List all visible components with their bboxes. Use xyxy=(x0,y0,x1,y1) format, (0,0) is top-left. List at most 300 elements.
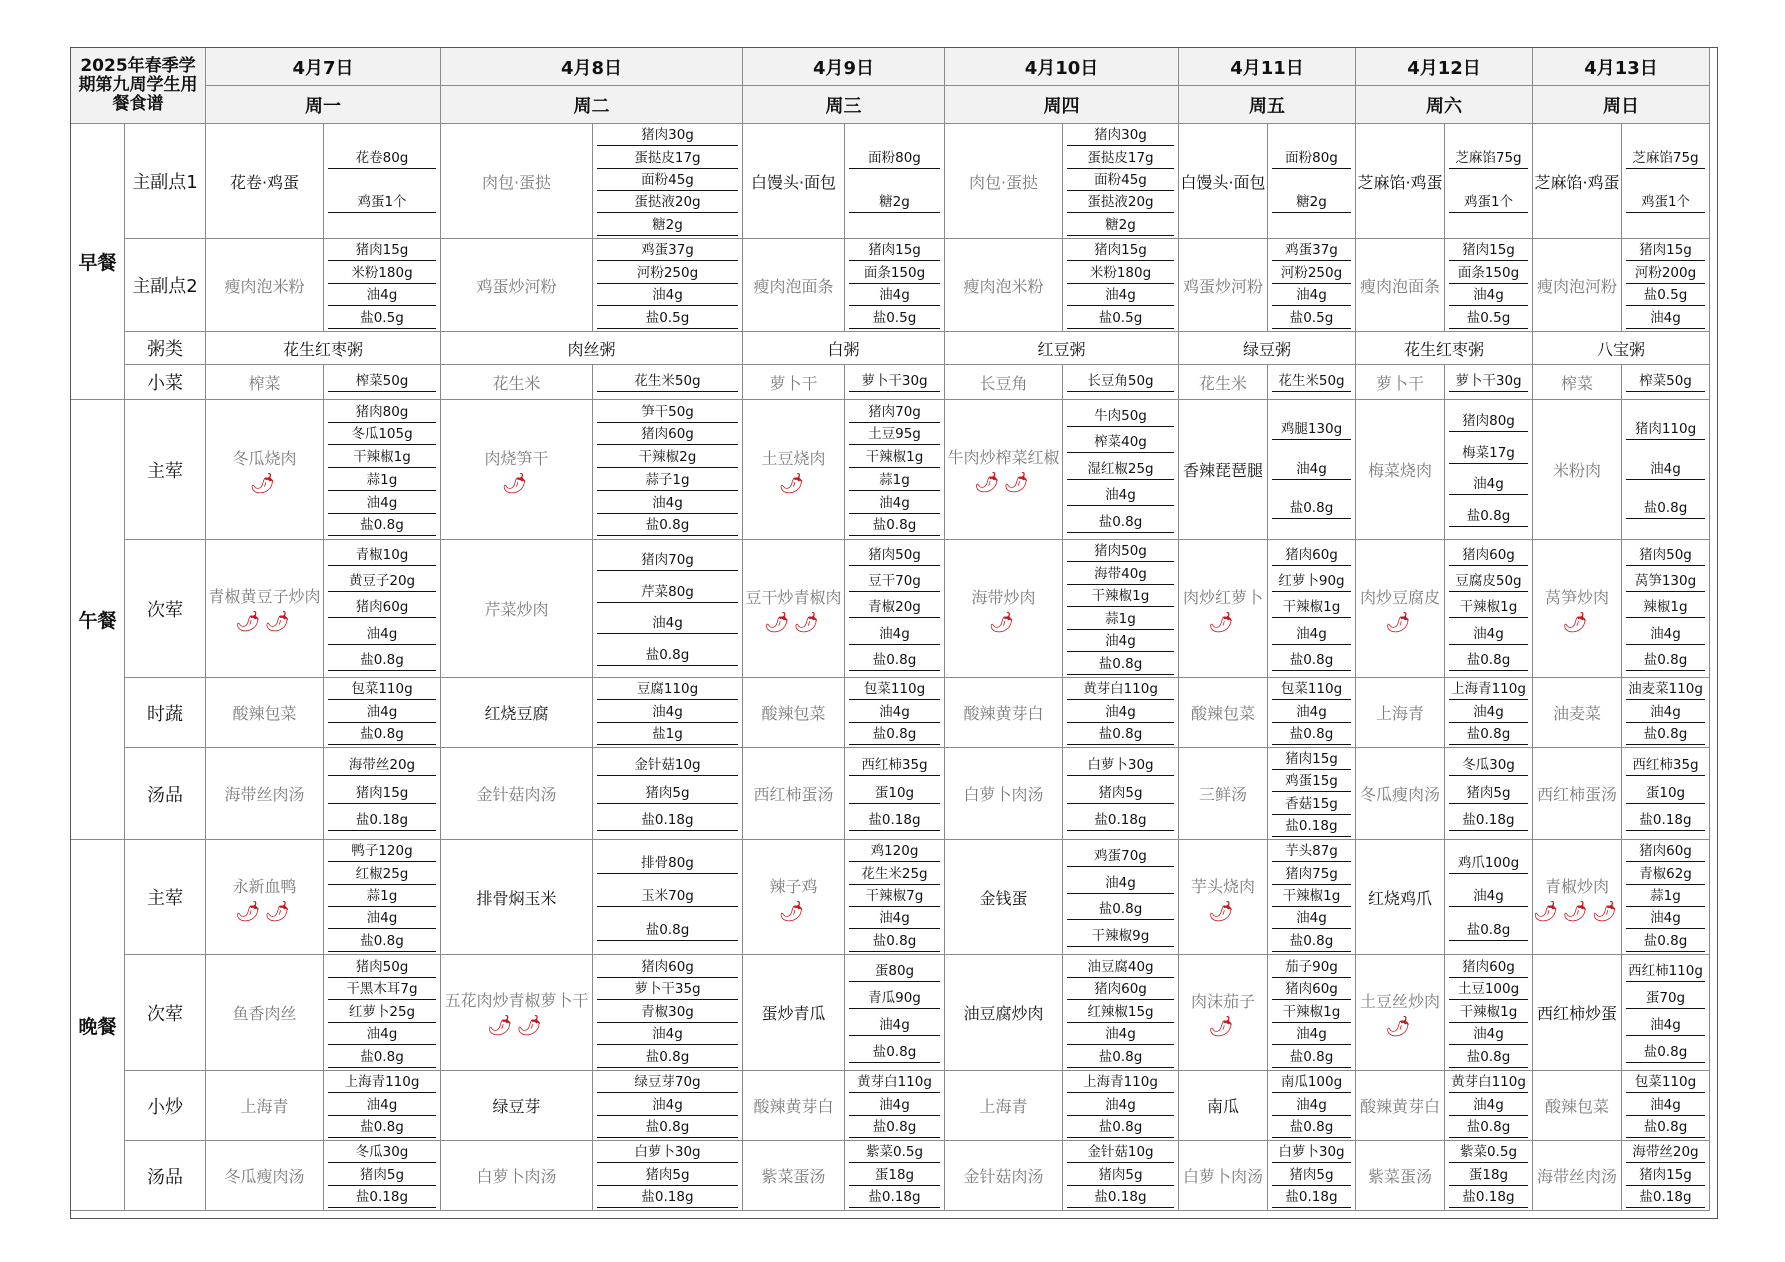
ingredient-amount: 盐0.8g xyxy=(1067,513,1174,533)
ingredient-amount: 盐0.18g xyxy=(328,1188,436,1208)
ingredient-amount: 盐0.8g xyxy=(1626,1043,1705,1063)
ingredient-list xyxy=(1622,955,1710,1071)
ingredient-amount: 辣椒1g xyxy=(1626,598,1705,618)
ingredient-amount: 豆干70g xyxy=(849,572,940,592)
ingredient-amount: 盐0.8g xyxy=(1626,651,1705,671)
chili-pepper-icon: 🌶 xyxy=(1208,610,1238,634)
ingredient-amount: 油4g xyxy=(849,703,940,723)
dish-cell xyxy=(1533,365,1622,400)
category-label: 汤品 xyxy=(125,1141,206,1211)
ingredient-amount: 盐0.8g xyxy=(1067,1118,1174,1138)
ingredient-amount: 包菜110g xyxy=(328,680,436,700)
ingredient-amount: 盐0.8g xyxy=(1626,1118,1705,1138)
ingredient-list xyxy=(1622,1141,1710,1211)
dish-name: 瘦肉泡米粉 xyxy=(224,276,305,296)
ingredient-list xyxy=(1063,1141,1179,1211)
ingredient-amount: 油4g xyxy=(1449,887,1528,907)
dish-name: 酸辣包菜 xyxy=(1544,1097,1609,1116)
ingredient-amount: 猪肉50g xyxy=(849,546,940,566)
day-weekday: 周二 xyxy=(441,86,743,124)
ingredient-list xyxy=(1063,955,1179,1071)
ingredient-amount: 油4g xyxy=(1067,874,1174,894)
ingredient-amount: 油4g xyxy=(1449,286,1528,306)
dish-cell xyxy=(945,400,1063,540)
ingredient-amount: 蛋18g xyxy=(849,1166,940,1186)
day-weekday: 周四 xyxy=(945,86,1179,124)
ingredient-amount: 盐0.8g xyxy=(1626,499,1705,519)
ingredient-list xyxy=(1063,1071,1179,1141)
ingredient-amount: 芝麻馅75g xyxy=(1626,149,1705,169)
meal-label: 晚餐 xyxy=(71,840,125,1211)
ingredient-amount: 米粉180g xyxy=(1067,264,1174,284)
category-label: 汤品 xyxy=(125,748,206,840)
ingredient-amount: 盐0.8g xyxy=(1272,651,1351,671)
ingredient-amount: 盐0.8g xyxy=(1449,507,1528,527)
ingredient-list xyxy=(1622,678,1710,748)
dish-cell xyxy=(945,955,1063,1071)
dish-name: 瘦肉泡米粉 xyxy=(963,276,1044,296)
dish-cell xyxy=(1356,955,1445,1071)
dish-name: 瘦肉泡河粉 xyxy=(1536,276,1617,296)
dish-cell xyxy=(206,540,324,678)
ingredient-amount: 包菜110g xyxy=(849,680,940,700)
ingredient-amount: 绿豆芽70g xyxy=(597,1073,738,1093)
ingredient-amount: 干辣椒9g xyxy=(1067,927,1174,947)
ingredient-amount: 青瓜90g xyxy=(849,989,940,1009)
ingredient-list xyxy=(593,239,743,332)
ingredient-amount: 猪肉15g xyxy=(1626,1166,1705,1186)
ingredient-list xyxy=(324,400,441,540)
ingredient-amount: 盐0.8g xyxy=(328,1048,436,1068)
ingredient-list xyxy=(1622,124,1710,239)
ingredient-amount: 盐0.18g xyxy=(1626,811,1705,831)
dish-cell xyxy=(743,955,845,1071)
ingredient-amount: 猪肉50g xyxy=(328,958,436,978)
ingredient-amount: 干辣椒1g xyxy=(849,448,940,468)
ingredient-list xyxy=(324,365,441,400)
dish-name: 蛋炒青瓜 xyxy=(761,1004,826,1023)
chili-pepper-icon: 🌶 xyxy=(1385,1014,1415,1038)
dish-name: 香辣琵琶腿 xyxy=(1182,461,1263,480)
ingredient-amount: 猪肉15g xyxy=(1272,750,1351,770)
ingredient-amount: 盐0.8g xyxy=(849,516,940,536)
chili-pepper-icon: 🌶🌶 xyxy=(764,610,823,634)
ingredient-amount: 盐0.8g xyxy=(328,725,436,745)
dish-cell xyxy=(1179,400,1268,540)
ingredient-amount: 盐0.18g xyxy=(849,1188,940,1208)
dish-cell xyxy=(1179,1071,1268,1141)
ingredient-amount: 油4g xyxy=(1626,703,1705,723)
dish-cell xyxy=(206,955,324,1071)
ingredient-amount: 盐0.18g xyxy=(849,811,940,831)
ingredient-amount: 面条150g xyxy=(849,264,940,284)
dish-name: 榨菜 xyxy=(248,373,281,393)
ingredient-amount: 豆腐皮50g xyxy=(1449,572,1528,592)
ingredient-amount: 猪肉5g xyxy=(597,784,738,804)
dish-cell xyxy=(1533,540,1622,678)
ingredient-amount: 猪肉15g xyxy=(328,241,436,261)
ingredient-amount: 长豆角50g xyxy=(1067,372,1174,392)
ingredient-amount: 白萝卜30g xyxy=(1067,756,1174,776)
ingredient-amount: 盐0.8g xyxy=(1626,725,1705,745)
ingredient-list xyxy=(1268,678,1356,748)
ingredient-amount: 猪肉75g xyxy=(1272,865,1351,885)
ingredient-amount: 蒜1g xyxy=(328,471,436,491)
ingredient-amount: 油4g xyxy=(1449,703,1528,723)
chili-pepper-icon: 🌶 xyxy=(988,610,1019,634)
dish-name: 冬瓜瘦肉汤 xyxy=(224,1167,305,1186)
category-label: 主荤 xyxy=(125,400,206,540)
dish-name: 肉包·蛋挞 xyxy=(481,172,552,192)
ingredient-amount: 花生米50g xyxy=(1272,372,1351,392)
ingredient-amount: 油4g xyxy=(597,1096,738,1116)
ingredient-amount: 油4g xyxy=(597,1025,738,1045)
dish-name: 酸辣包菜 xyxy=(232,704,297,723)
ingredient-amount: 盐0.18g xyxy=(1067,811,1174,831)
ingredient-list xyxy=(324,678,441,748)
dish-name: 紫菜蛋汤 xyxy=(1367,1167,1432,1186)
ingredient-list xyxy=(324,124,441,239)
ingredient-amount: 猪肉5g xyxy=(597,1166,738,1186)
ingredient-amount: 南瓜100g xyxy=(1272,1073,1351,1093)
ingredient-list xyxy=(1445,239,1533,332)
dish-cell xyxy=(441,124,593,239)
ingredient-amount: 油4g xyxy=(1272,1096,1351,1116)
ingredient-amount: 干辣椒1g xyxy=(1272,598,1351,618)
chili-pepper-icon: 🌶🌶🌶 xyxy=(1533,898,1622,923)
day-weekday: 周五 xyxy=(1179,86,1356,124)
ingredient-amount: 金针菇10g xyxy=(597,756,738,776)
dish-cell xyxy=(206,239,324,332)
ingredient-list xyxy=(593,678,743,748)
dish-cell xyxy=(206,840,324,955)
ingredient-amount: 猪肉5g xyxy=(328,1166,436,1186)
ingredient-list xyxy=(593,124,743,239)
dish-cell xyxy=(945,748,1063,840)
day-date: 4月13日 xyxy=(1533,48,1710,86)
dish-cell xyxy=(441,400,593,540)
ingredient-amount: 油4g xyxy=(1626,309,1705,329)
dish-cell xyxy=(1533,748,1622,840)
ingredient-list xyxy=(1063,748,1179,840)
ingredient-list xyxy=(1268,365,1356,400)
dish-name: 金钱蛋 xyxy=(979,888,1028,908)
dish-name: 上海青 xyxy=(1375,704,1424,723)
ingredient-amount: 上海青110g xyxy=(328,1073,436,1093)
dish-name: 五花肉炒青椒萝卜干 xyxy=(444,990,589,1010)
ingredient-amount: 红萝卜25g xyxy=(328,1003,436,1023)
ingredient-amount: 油4g xyxy=(1067,1096,1174,1116)
ingredient-list xyxy=(324,1071,441,1141)
ingredient-amount: 盐1g xyxy=(597,725,738,745)
day-date: 4月11日 xyxy=(1179,48,1356,86)
dish-cell xyxy=(441,840,593,955)
ingredient-amount: 盐0.18g xyxy=(1067,1188,1174,1208)
ingredient-amount: 蒜子1g xyxy=(597,471,738,491)
ingredient-amount: 面粉45g xyxy=(597,171,738,191)
ingredient-amount: 鸡120g xyxy=(849,842,940,862)
ingredient-amount: 盐0.8g xyxy=(328,1118,436,1138)
ingredient-amount: 盐0.8g xyxy=(597,516,738,536)
ingredient-amount: 冬瓜105g xyxy=(328,425,436,445)
ingredient-amount: 红萝卜90g xyxy=(1272,572,1351,592)
day-weekday: 周六 xyxy=(1356,86,1533,124)
category-label: 粥类 xyxy=(125,332,206,365)
ingredient-list xyxy=(1063,239,1179,332)
ingredient-amount: 猪肉5g xyxy=(1272,1166,1351,1186)
ingredient-amount: 糖2g xyxy=(597,216,738,236)
day-weekday: 周日 xyxy=(1533,86,1710,124)
ingredient-amount: 黄芽白110g xyxy=(1067,680,1174,700)
ingredient-amount: 红辣椒15g xyxy=(1067,1003,1174,1023)
ingredient-list xyxy=(324,239,441,332)
ingredient-list xyxy=(593,365,743,400)
ingredient-amount: 干辣椒1g xyxy=(328,448,436,468)
ingredient-list xyxy=(593,400,743,540)
ingredient-amount: 盐0.5g xyxy=(1067,309,1174,329)
dish-name: 西红柿蛋汤 xyxy=(753,785,834,804)
dish-name: 金针菇肉汤 xyxy=(963,1167,1044,1186)
ingredient-amount: 猪肉60g xyxy=(1449,546,1528,566)
ingredient-amount: 萝卜干35g xyxy=(597,980,738,1000)
dish-name: 土豆丝炒肉 xyxy=(1359,992,1440,1011)
dish-cell xyxy=(1179,124,1268,239)
ingredient-list xyxy=(593,1071,743,1141)
ingredient-amount: 油4g xyxy=(328,909,436,929)
ingredient-amount: 干辣椒1g xyxy=(1272,887,1351,907)
ingredient-amount: 盐0.8g xyxy=(597,1048,738,1068)
dish-name: 梅菜烧肉 xyxy=(1367,461,1432,480)
dish-name: 白馒头·面包 xyxy=(750,172,837,192)
ingredient-amount: 盐0.18g xyxy=(1449,811,1528,831)
ingredient-list xyxy=(845,540,945,678)
dish-cell xyxy=(1356,540,1445,678)
ingredient-amount: 油4g xyxy=(1272,909,1351,929)
chili-pepper-icon: 🌶🌶 xyxy=(487,1012,546,1037)
ingredient-amount: 猪肉30g xyxy=(1067,126,1174,146)
ingredient-amount: 猪肉50g xyxy=(1067,542,1174,562)
ingredient-amount: 盐0.18g xyxy=(1449,1188,1528,1208)
ingredient-list xyxy=(1445,540,1533,678)
ingredient-amount: 盐0.8g xyxy=(849,1118,940,1138)
ingredient-amount: 紫菜0.5g xyxy=(849,1143,940,1163)
ingredient-amount: 蛋70g xyxy=(1626,989,1705,1009)
dish-name: 土豆烧肉 xyxy=(761,449,826,468)
chili-pepper-icon: 🌶 xyxy=(1208,898,1238,923)
ingredient-amount: 盐0.18g xyxy=(1272,1188,1351,1208)
ingredient-list xyxy=(1063,540,1179,678)
chili-pepper-icon: 🌶 xyxy=(1562,610,1592,634)
ingredient-list xyxy=(1268,540,1356,678)
ingredient-amount: 芹菜80g xyxy=(597,583,738,603)
ingredient-list xyxy=(1622,400,1710,540)
ingredient-amount: 油4g xyxy=(1449,625,1528,645)
ingredient-amount: 干辣椒1g xyxy=(1449,1003,1528,1023)
ingredient-list xyxy=(324,1141,441,1211)
ingredient-amount: 油4g xyxy=(1272,625,1351,645)
meal-label: 早餐 xyxy=(71,124,125,400)
ingredient-list xyxy=(845,748,945,840)
dish-name: 萝卜干 xyxy=(769,373,818,393)
ingredient-amount: 盐0.8g xyxy=(849,725,940,745)
dish-name: 萝卜干 xyxy=(1375,373,1424,393)
dish-cell xyxy=(743,748,845,840)
ingredient-amount: 鸡蛋70g xyxy=(1067,847,1174,867)
ingredient-amount: 鸡蛋1个 xyxy=(328,193,436,213)
ingredient-list xyxy=(1622,1071,1710,1141)
ingredient-list xyxy=(324,955,441,1071)
chili-pepper-icon: 🌶 xyxy=(778,898,809,923)
ingredient-amount: 猪肉60g xyxy=(1272,980,1351,1000)
ingredient-amount: 猪肉60g xyxy=(1067,980,1174,1000)
dish-cell xyxy=(1179,239,1268,332)
ingredient-amount: 海带40g xyxy=(1067,565,1174,585)
ingredient-amount: 蛋挞液20g xyxy=(597,193,738,213)
dish-name: 海带丝肉汤 xyxy=(1536,1167,1617,1186)
dish-name: 辣子鸡 xyxy=(769,876,818,896)
ingredient-amount: 盐0.8g xyxy=(1626,932,1705,952)
ingredient-amount: 蒜1g xyxy=(849,471,940,491)
porridge-name: 红豆粥 xyxy=(945,332,1179,365)
ingredient-amount: 花生米25g xyxy=(849,865,940,885)
dish-name: 西红柿炒蛋 xyxy=(1536,1004,1617,1023)
ingredient-amount: 油4g xyxy=(1626,460,1705,480)
dish-name: 白馒头·面包 xyxy=(1180,172,1266,192)
ingredient-amount: 青椒30g xyxy=(597,1003,738,1023)
dish-cell xyxy=(1533,840,1622,955)
ingredient-amount: 豆腐110g xyxy=(597,680,738,700)
dish-name: 油豆腐炒肉 xyxy=(963,1004,1044,1023)
ingredient-list xyxy=(1445,1141,1533,1211)
ingredient-amount: 猪肉5g xyxy=(1067,784,1174,804)
dish-cell xyxy=(743,840,845,955)
ingredient-amount: 盐0.8g xyxy=(597,646,738,666)
dish-cell xyxy=(441,540,593,678)
ingredient-amount: 莴笋130g xyxy=(1626,572,1705,592)
ingredient-amount: 萝卜干30g xyxy=(1449,372,1528,392)
dish-name: 酸辣包菜 xyxy=(1190,704,1255,723)
ingredient-list xyxy=(593,1141,743,1211)
dish-name: 牛肉炒榨菜红椒 xyxy=(947,447,1060,467)
ingredient-amount: 蛋10g xyxy=(1626,784,1705,804)
ingredient-list xyxy=(324,748,441,840)
ingredient-amount: 鸡蛋37g xyxy=(1272,241,1351,261)
dish-name: 排骨焖玉米 xyxy=(476,888,557,908)
dish-cell xyxy=(1533,124,1622,239)
ingredient-amount: 油4g xyxy=(1067,703,1174,723)
ingredient-amount: 蛋挞皮17g xyxy=(1067,149,1174,169)
ingredient-amount: 蛋10g xyxy=(849,784,940,804)
ingredient-amount: 糖2g xyxy=(1272,193,1351,213)
ingredient-amount: 蛋80g xyxy=(849,962,940,982)
category-label: 小炒 xyxy=(125,1071,206,1141)
ingredient-amount: 猪肉70g xyxy=(597,551,738,571)
ingredient-amount: 盐0.8g xyxy=(1272,725,1351,745)
dish-name: 上海青 xyxy=(240,1097,289,1116)
ingredient-amount: 油麦菜110g xyxy=(1626,680,1705,700)
category-label: 次荤 xyxy=(125,955,206,1071)
ingredient-amount: 排骨80g xyxy=(597,854,738,874)
dish-name: 紫菜蛋汤 xyxy=(761,1167,826,1186)
ingredient-list xyxy=(1268,748,1356,840)
ingredient-amount: 蛋挞液20g xyxy=(1067,193,1174,213)
dish-name: 白萝卜肉汤 xyxy=(963,785,1044,804)
dish-cell xyxy=(945,365,1063,400)
ingredient-amount: 油4g xyxy=(1272,286,1351,306)
dish-name: 酸辣包菜 xyxy=(761,704,826,723)
ingredient-amount: 油4g xyxy=(1626,625,1705,645)
ingredient-amount: 湿红椒25g xyxy=(1067,460,1174,480)
ingredient-amount: 油4g xyxy=(1272,460,1351,480)
dish-name: 花卷·鸡蛋 xyxy=(229,172,300,192)
ingredient-list xyxy=(845,840,945,955)
dish-cell xyxy=(1533,678,1622,748)
ingredient-amount: 芝麻馅75g xyxy=(1449,149,1528,169)
ingredient-list xyxy=(845,239,945,332)
ingredient-amount: 盐0.8g xyxy=(597,1118,738,1138)
ingredient-amount: 盐0.8g xyxy=(1449,725,1528,745)
dish-cell xyxy=(206,748,324,840)
dish-name: 肉沫茄子 xyxy=(1190,992,1255,1011)
dish-name: 鸡蛋炒河粉 xyxy=(476,276,557,296)
dish-cell xyxy=(441,239,593,332)
ingredient-amount: 油4g xyxy=(1067,486,1174,506)
ingredient-list xyxy=(1622,365,1710,400)
ingredient-amount: 盐0.8g xyxy=(1272,932,1351,952)
menu-title: 2025年春季学期第九周学生用餐食谱 xyxy=(71,48,206,124)
dish-name: 酸辣黄芽白 xyxy=(753,1097,834,1116)
ingredient-amount: 河粉250g xyxy=(597,264,738,284)
dish-name: 冬瓜瘦肉汤 xyxy=(1359,785,1440,804)
ingredient-amount: 盐0.8g xyxy=(1449,1118,1528,1138)
ingredient-list xyxy=(1445,400,1533,540)
dish-cell xyxy=(1179,1141,1268,1211)
dish-cell xyxy=(1356,365,1445,400)
ingredient-amount: 油4g xyxy=(1272,1025,1351,1045)
ingredient-amount: 榨菜40g xyxy=(1067,433,1174,453)
dish-cell xyxy=(743,678,845,748)
ingredient-amount: 盐0.8g xyxy=(1067,655,1174,675)
day-date: 4月12日 xyxy=(1356,48,1533,86)
ingredient-list xyxy=(1445,124,1533,239)
dish-cell xyxy=(206,1141,324,1211)
ingredient-amount: 猪肉15g xyxy=(1626,241,1705,261)
ingredient-list xyxy=(1268,955,1356,1071)
ingredient-list xyxy=(1268,124,1356,239)
ingredient-amount: 米粉180g xyxy=(328,264,436,284)
ingredient-amount: 盐0.18g xyxy=(1626,1188,1705,1208)
ingredient-amount: 油4g xyxy=(1449,1025,1528,1045)
ingredient-amount: 猪肉110g xyxy=(1626,420,1705,440)
ingredient-amount: 盐0.18g xyxy=(328,811,436,831)
dish-cell xyxy=(743,1141,845,1211)
day-date: 4月9日 xyxy=(743,48,945,86)
ingredient-list xyxy=(593,955,743,1071)
ingredient-amount: 蒜1g xyxy=(328,887,436,907)
ingredient-list xyxy=(1268,840,1356,955)
dish-name: 榨菜 xyxy=(1560,373,1593,393)
ingredient-amount: 盐0.8g xyxy=(1449,1048,1528,1068)
ingredient-list xyxy=(845,124,945,239)
ingredient-amount: 猪肉15g xyxy=(1449,241,1528,261)
chili-pepper-icon: 🌶 xyxy=(778,471,809,495)
ingredient-amount: 盐0.5g xyxy=(328,309,436,329)
chili-pepper-icon: 🌶 xyxy=(501,471,532,495)
chili-pepper-icon: 🌶🌶 xyxy=(235,608,294,633)
dish-cell xyxy=(1179,678,1268,748)
dish-name: 豆干炒青椒肉 xyxy=(745,588,842,607)
ingredient-amount: 干辣椒1g xyxy=(1272,1003,1351,1023)
